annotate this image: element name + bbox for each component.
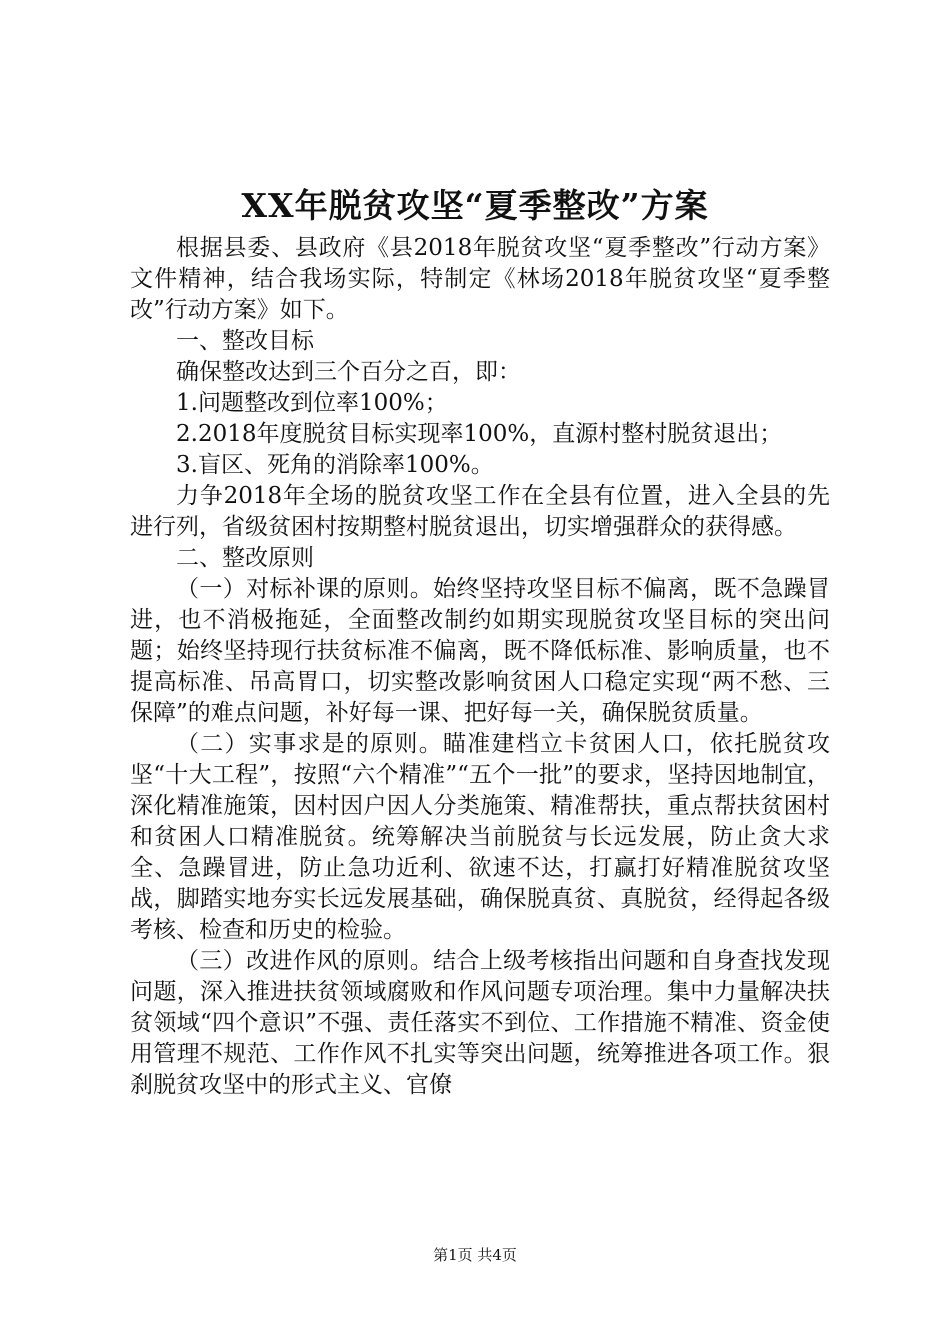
paragraph-intro: 根据县委、县政府《县2018年脱贫攻坚“夏季整改”行动方案》文件精神，结合我场实际，特制定《林场2018年脱贫攻坚“夏季整改”行动方案》如下。	[130, 235, 830, 323]
heading-rectification-goals: 一、整改目标	[176, 328, 314, 354]
paragraph-three-percent: 确保整改达到三个百分之百，即：	[176, 359, 521, 385]
paragraph-strive: 力争2018年全场的脱贫攻坚工作在全县有位置，进入全县的先进行列，省级贫困村按期整村脱贫退出，切实增强群众的获得感。	[130, 483, 830, 540]
principle-2: （二）实事求是的原则。瞄准建档立卡贫困人口，依托脱贫攻坚“十大工程”，按照“六个精准”“五个一批”的要求，坚持因地制宜，深化精准施策，因村因户因人分类施策、精准帮扶，重点帮扶贫困村和贫困人口精准脱贫。统筹解决当前脱贫与长远发展，防止贪大求全、急躁冒进，防止急功近利、欲速不达，打赢打好精准脱贫攻坚战，脚踏实地夯实长远发展基础，确保脱真贫、真脱贫，经得起各级考核、检查和历史的检验。	[130, 731, 830, 943]
page-footer: 第1页 共4页	[433, 1246, 517, 1264]
principle-3: （三）改进作风的原则。结合上级考核指出问题和自身查找发现问题，深入推进扶贫领域腐败和作风问题专项治理。集中力量解决扶贫领域“四个意识”不强、责任落实不到位、工作措施不精准、资金使用管理不规范、工作作风不扎实等突出问题，统筹推进各项工作。狠刹脱贫攻坚中的形式主义、官僚	[130, 948, 830, 1098]
document-title: XX年脱贫攻坚“夏季整改”方案	[241, 186, 709, 225]
heading-rectification-principles: 二、整改原则	[176, 545, 314, 571]
goal-item-1: 1.问题整改到位率100%；	[176, 390, 448, 416]
principle-1: （一）对标补课的原则。始终坚持攻坚目标不偏离，既不急躁冒进，也不消极拖延，全面整改制约如期实现脱贫攻坚目标的突出问题；始终坚持现行扶贫标准不偏离，既不降低标准、影响质量，也不提高标准、吊高胃口，切实整改影响贫困人口稳定实现“两不愁、三保障”的难点问题，补好每一课、把好每一关，确保脱贫质量。	[130, 576, 830, 726]
goal-item-3: 3.盲区、死角的消除率100%。	[176, 452, 494, 478]
document-body	[130, 233, 830, 1101]
goal-item-2: 2.2018年度脱贫目标实现率100%，直源村整村脱贫退出；	[176, 421, 783, 447]
